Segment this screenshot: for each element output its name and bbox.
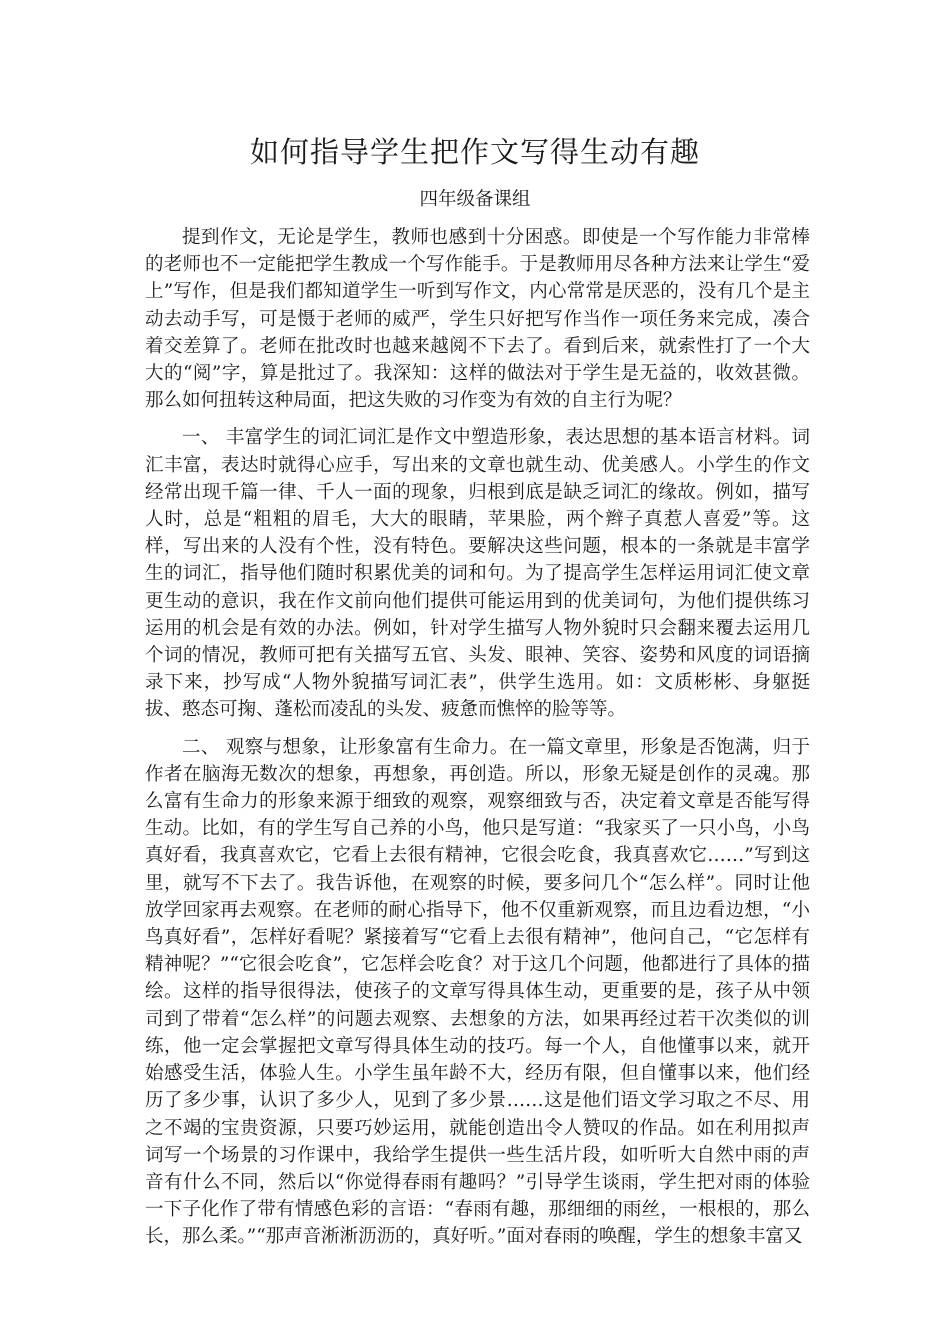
paragraph-section-2: 二、 观察与想象，让形象富有生命力。在一篇文章里，形象是否饱满，归于作者在脑海无数次的想象，再想象，再创造。所以，形象无疑是创作的灵魂。那么富有生命力的形象来源于细致的观察，观察细致与否，决定着文章是否能写得生动。比如，有的学生写自己养的小鸟，他只是写道：“我家买了一只小鸟，小鸟真好看，我真喜欢它，它看上去很有精神，它很会吃食，我真喜欢它……”写到这里，就写不下去了。我告诉他，在观察的时候，要多问几个“怎么样”。同时让他放学回家再去观察。在老师的耐心指导下，他不仅重新观察，而且边看边想，“小鸟真好看”，怎样好看呢？紧接着写“它看上去很有精神”，他问自己，“它怎样有精神呢？”“它很会吃食”，它怎样会吃食？对于这几个问题，他都进行了具体的描绘。这样的指导很得法，使孩子的文章写得具体生动，更重要的是，孩子从中领司到了带着“怎么样”的问题去观察、去想象的方法，如果再经过若干次类似的训练，他一定会掌握把文章写得具体生动的技巧。每一个人，自他懂事以来，就开始感受生活，体验人生。小学生虽年龄不大，经历有限，但自懂事以来，他们经历了多少事，认识了多少人，见到了多少景……这是他们语文学习取之不尽、用之不竭的宝贵资源，只要巧妙运用，就能创造出令人赞叹的作品。如在利用拟声词写一个场景的习作课中，我给学生提供一些生活片段，如听听大自然中雨的声音有什么不同，然后以“你觉得春雨有趣吗？”引导学生谈雨，学生把对雨的体验一下子化作了带有情感色彩的言语：“春雨有趣，那细细的雨丝，一根根的，那么长，那么柔。”“那声音淅淅沥沥的，真好听。”面对春雨的唤醒，学生的想象丰富又 [145, 736, 810, 1248]
paragraph-intro: 提到作文，无论是学生，教师也感到十分困惑。即使是一个写作能力非常棒的老师也不一定能把学生教成一个写作能手。于是教师用尽各种方法来让学生“爱上”写作，但是我们都知道学生一听到写作文，内心常常是厌恶的，没有几个是主动去动手写，可是慑于老师的威严，学生只好把写作当作一项任务来完成，凑合着交差算了。老师在批改时也越来越阅不下去了。看到后来，就索性打了一个大大的“阅”字，算是批过了。我深知：这样的做法对于学生是无益的，收效甚微。那么如何扭转这种局面，把这失败的习作变为有效的自主行为呢？ [145, 227, 810, 412]
document-body [145, 224, 810, 1261]
document-author: 四年级备课组 [419, 189, 531, 210]
paragraph-section-1: 一、 丰富学生的词汇词汇是作文中塑造形象，表达思想的基本语言材料。词汇丰富，表达时就得心应手，写出来的文章也就生动、优美感人。小学生的作文经常出现千篇一律、千人一面的现象，归根到底是缺乏词汇的缘故。例如，描写人时，总是“粗粗的眉毛，大大的眼睛，苹果脸，两个辫子真惹人喜爱”等。这样，写出来的人没有个性，没有特色。要解决这些问题，根本的一条就是丰富学生的词汇，指导他们随时积累优美的词和句。为了提高学生怎样运用词汇使文章更生动的意识，我在作文前向他们提供可能运用到的优美词句，为他们提供练习运用的机会是有效的办法。例如，针对学生描写人物外貌时只会翻来覆去运用几个词的情况，教师可把有关描写五官、头发、眼神、笑容、姿势和风度的词语摘录下来，抄写成“人物外貌描写词汇表”，供学生选用。如：文质彬彬、身躯挺拔、憨态可掬、蓬松而凌乱的头发、疲惫而憔悴的脸等等。 [145, 427, 810, 721]
document-title: 如何指导学生把作文写得生动有趣 [249, 135, 700, 169]
